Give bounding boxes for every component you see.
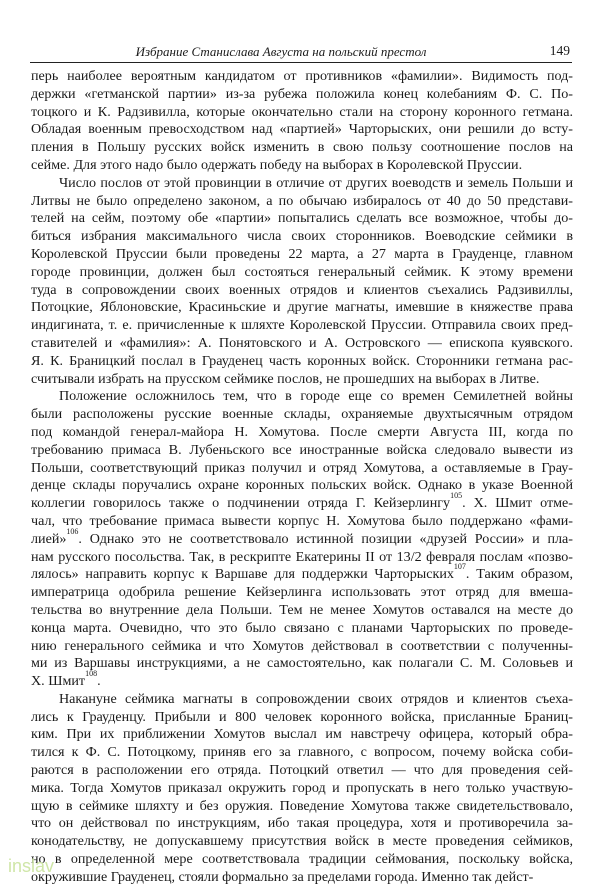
text-line: конодательству, не допускавшему присутствия войск в месте проведения сеймиков,: [31, 833, 573, 850]
text-line: Накануне сеймика магнаты в сопровождении своих отрядов и клиентов съеха-: [59, 690, 573, 707]
text-line: индигината, т. е. причисленные к шляхте Королевской Пруссии. Отправила своих пред-: [31, 317, 573, 334]
text-line: конца марта. Очевидно, что это было связано с планами Чарторыских по проведе-: [31, 619, 573, 636]
text-line: денце склады поручались охране коронных польских войск. Однако в указе Военной: [31, 477, 573, 494]
text-line: Потоцкие, Яблоновские, Красиньские и другие магнаты, имевшие в княжестве права: [31, 299, 573, 316]
text-line: тился к Ф. С. Потоцкому, приняв его за главного, с вопросом, почему войска соби-: [31, 744, 573, 761]
footnote-ref: 107: [453, 562, 466, 572]
text-line: раются в расположении его отряда. Потоцкий ответил — что для проведения сей-: [31, 762, 573, 779]
text-line: Число послов от этой провинции в отличие от других воеводств и земель Польши и: [59, 174, 573, 191]
text-line: ким. При их приближении Хомутов выслал им навстречу офицера, который обра-: [31, 726, 573, 743]
text-line: туда в сопровождении своих военных отрядов и клиентов съехались Радзивиллы,: [31, 281, 573, 298]
text-line: лись к Грауденцу. Прибыли и 800 человек коронного войска, присланные Браниц-: [31, 708, 573, 725]
text-line: ставителей и «фамилия»: А. Понятовского и А. Островского — епископа куявского.: [31, 334, 573, 351]
text-line: что он действовал по инструкциям, ибо такая процедура, хотя и противоречила за-: [31, 815, 573, 832]
text-line: перь наиболее вероятным кандидатом от противников «фамилии». Видимость под-: [31, 68, 573, 84]
text-line: требованию примаса В. Лубеньского все иностранные войска следовало вывести из: [31, 441, 573, 458]
text-line: [31, 491, 573, 513]
line-text: . Х. Шмит отме-: [462, 495, 573, 512]
text-line: Обладая военным превосходством над «партией» Чарторыских, они решили до всту-: [31, 121, 573, 138]
footnote-ref: 105: [450, 491, 463, 501]
text-line: были расположены русские военные склады, охраняемые двухтысячным отрядом: [31, 406, 573, 423]
text-line: [31, 562, 574, 584]
footnote-ref: 108: [85, 669, 98, 679]
footnote-ref: 106: [66, 526, 79, 536]
running-title: Избрание Станислава Августа на польский престол: [135, 44, 427, 59]
line-text: коллегии говорилось также о подчинении отряда Г. Кейзерлингу: [31, 495, 451, 512]
text-line: [31, 526, 573, 549]
line-text: лией»: [31, 530, 67, 547]
text-line: [31, 669, 573, 691]
paragraph: [31, 388, 573, 691]
text-line: императрица одобрила решение Кейзерлинга использовать этот отряд для вмеша-: [31, 584, 573, 601]
text-line: считывали избрать на прусском сеймике послов, не прошедших на выборах в Литве.: [31, 370, 540, 387]
page-number: 149: [549, 43, 570, 58]
page-body-text: [31, 68, 573, 887]
text-line: щую в сеймике шляхту и без оружия. Поведение Хомутова также свидетельствовало,: [31, 797, 573, 814]
text-line: городе провинции, должен был состояться генеральный сеймик. К этому времени: [31, 263, 573, 280]
text-line: окружившие Грауденец, стояли формально за пределами города. Именно так дейст-: [31, 868, 534, 885]
watermark: inslav: [8, 856, 55, 876]
text-line: тоцкого и К. Радзивилла, которые окончательно стали на сторону коронного гетмана.: [31, 103, 573, 120]
text-line: Королевской Пруссии были проведены 22 марта, а 27 марта в Грауденце, главном: [31, 245, 573, 262]
paragraph: [31, 68, 573, 175]
text-line: телей на сейм, поэтому обе «партии» попытались сделать все возможное, чтобы до-: [31, 210, 573, 227]
line-text: лялось» направить корпус к Варшаве для поддержки Чарторыских: [31, 566, 454, 583]
text-line: пления в Польшу русских войск изменить в свою пользу соотношение послов на: [31, 139, 573, 156]
text-line: чал, что требование примаса вывести корпус Н. Хомутова было поддержано «фами-: [31, 512, 573, 529]
text-line: тельства во внутренние дела Польши. Тем не менее Хомутов оставался на месте до: [31, 601, 573, 618]
line-text: . Однако это не соответствовало истинной позиции «друзей России» и пла-: [78, 530, 573, 547]
text-line: биться избрания максимального числа своих сторонников. Воеводские сеймики в: [31, 228, 573, 245]
text-line: нам русского посольства. Так, в рескрипте Екатерины II от 13/2 февраля послам «позво-: [31, 548, 573, 565]
text-line: нию генерального сеймика и что Хомутов действовал в соответствии с полученны-: [31, 637, 573, 654]
line-text: . Таким образом,: [465, 566, 574, 583]
text-line: Я. К. Браницкий послал в Грауденец часть коронных войск. Сторонники гетмана рас-: [31, 352, 573, 369]
text-line: ми из Варшавы инструкциями, а не самостоятельно, как полагали С. М. Соловьев и: [31, 655, 573, 672]
text-line: под командой генерал-майора Н. Хомутова. После смерти Августа III, когда по: [31, 423, 573, 440]
text-line: держки «гетманской партии» из-за рубежа положила конец колебаниям Ф. С. По-: [31, 85, 573, 102]
text-line: мика. Тогда Хомутов приказал окружить город и пропускать в него только участвую-: [31, 779, 573, 796]
text-line: сейме. Для этого надо было одержать победу на выборах в Королевской Пруссии.: [31, 156, 523, 173]
text-line: Положение осложнилось тем, что в городе еще со времен Семилетней войны: [59, 388, 573, 405]
running-header: [30, 40, 572, 63]
line-text: Х. Шмит: [31, 673, 86, 690]
text-line: Литвы не было определено законом, а по обычаю избиралось от 40 до 50 представи-: [31, 192, 573, 209]
paragraph: [31, 691, 573, 887]
text-line: но в определенной мере соответствовала традиции сеймования, поскольку войска,: [31, 851, 573, 868]
paragraph: [31, 175, 573, 389]
text-line: Польши, соответствующий приказ получил и отряд Хомутова, а оставляемые в Грау-: [31, 459, 573, 476]
line-text: .: [97, 673, 101, 690]
